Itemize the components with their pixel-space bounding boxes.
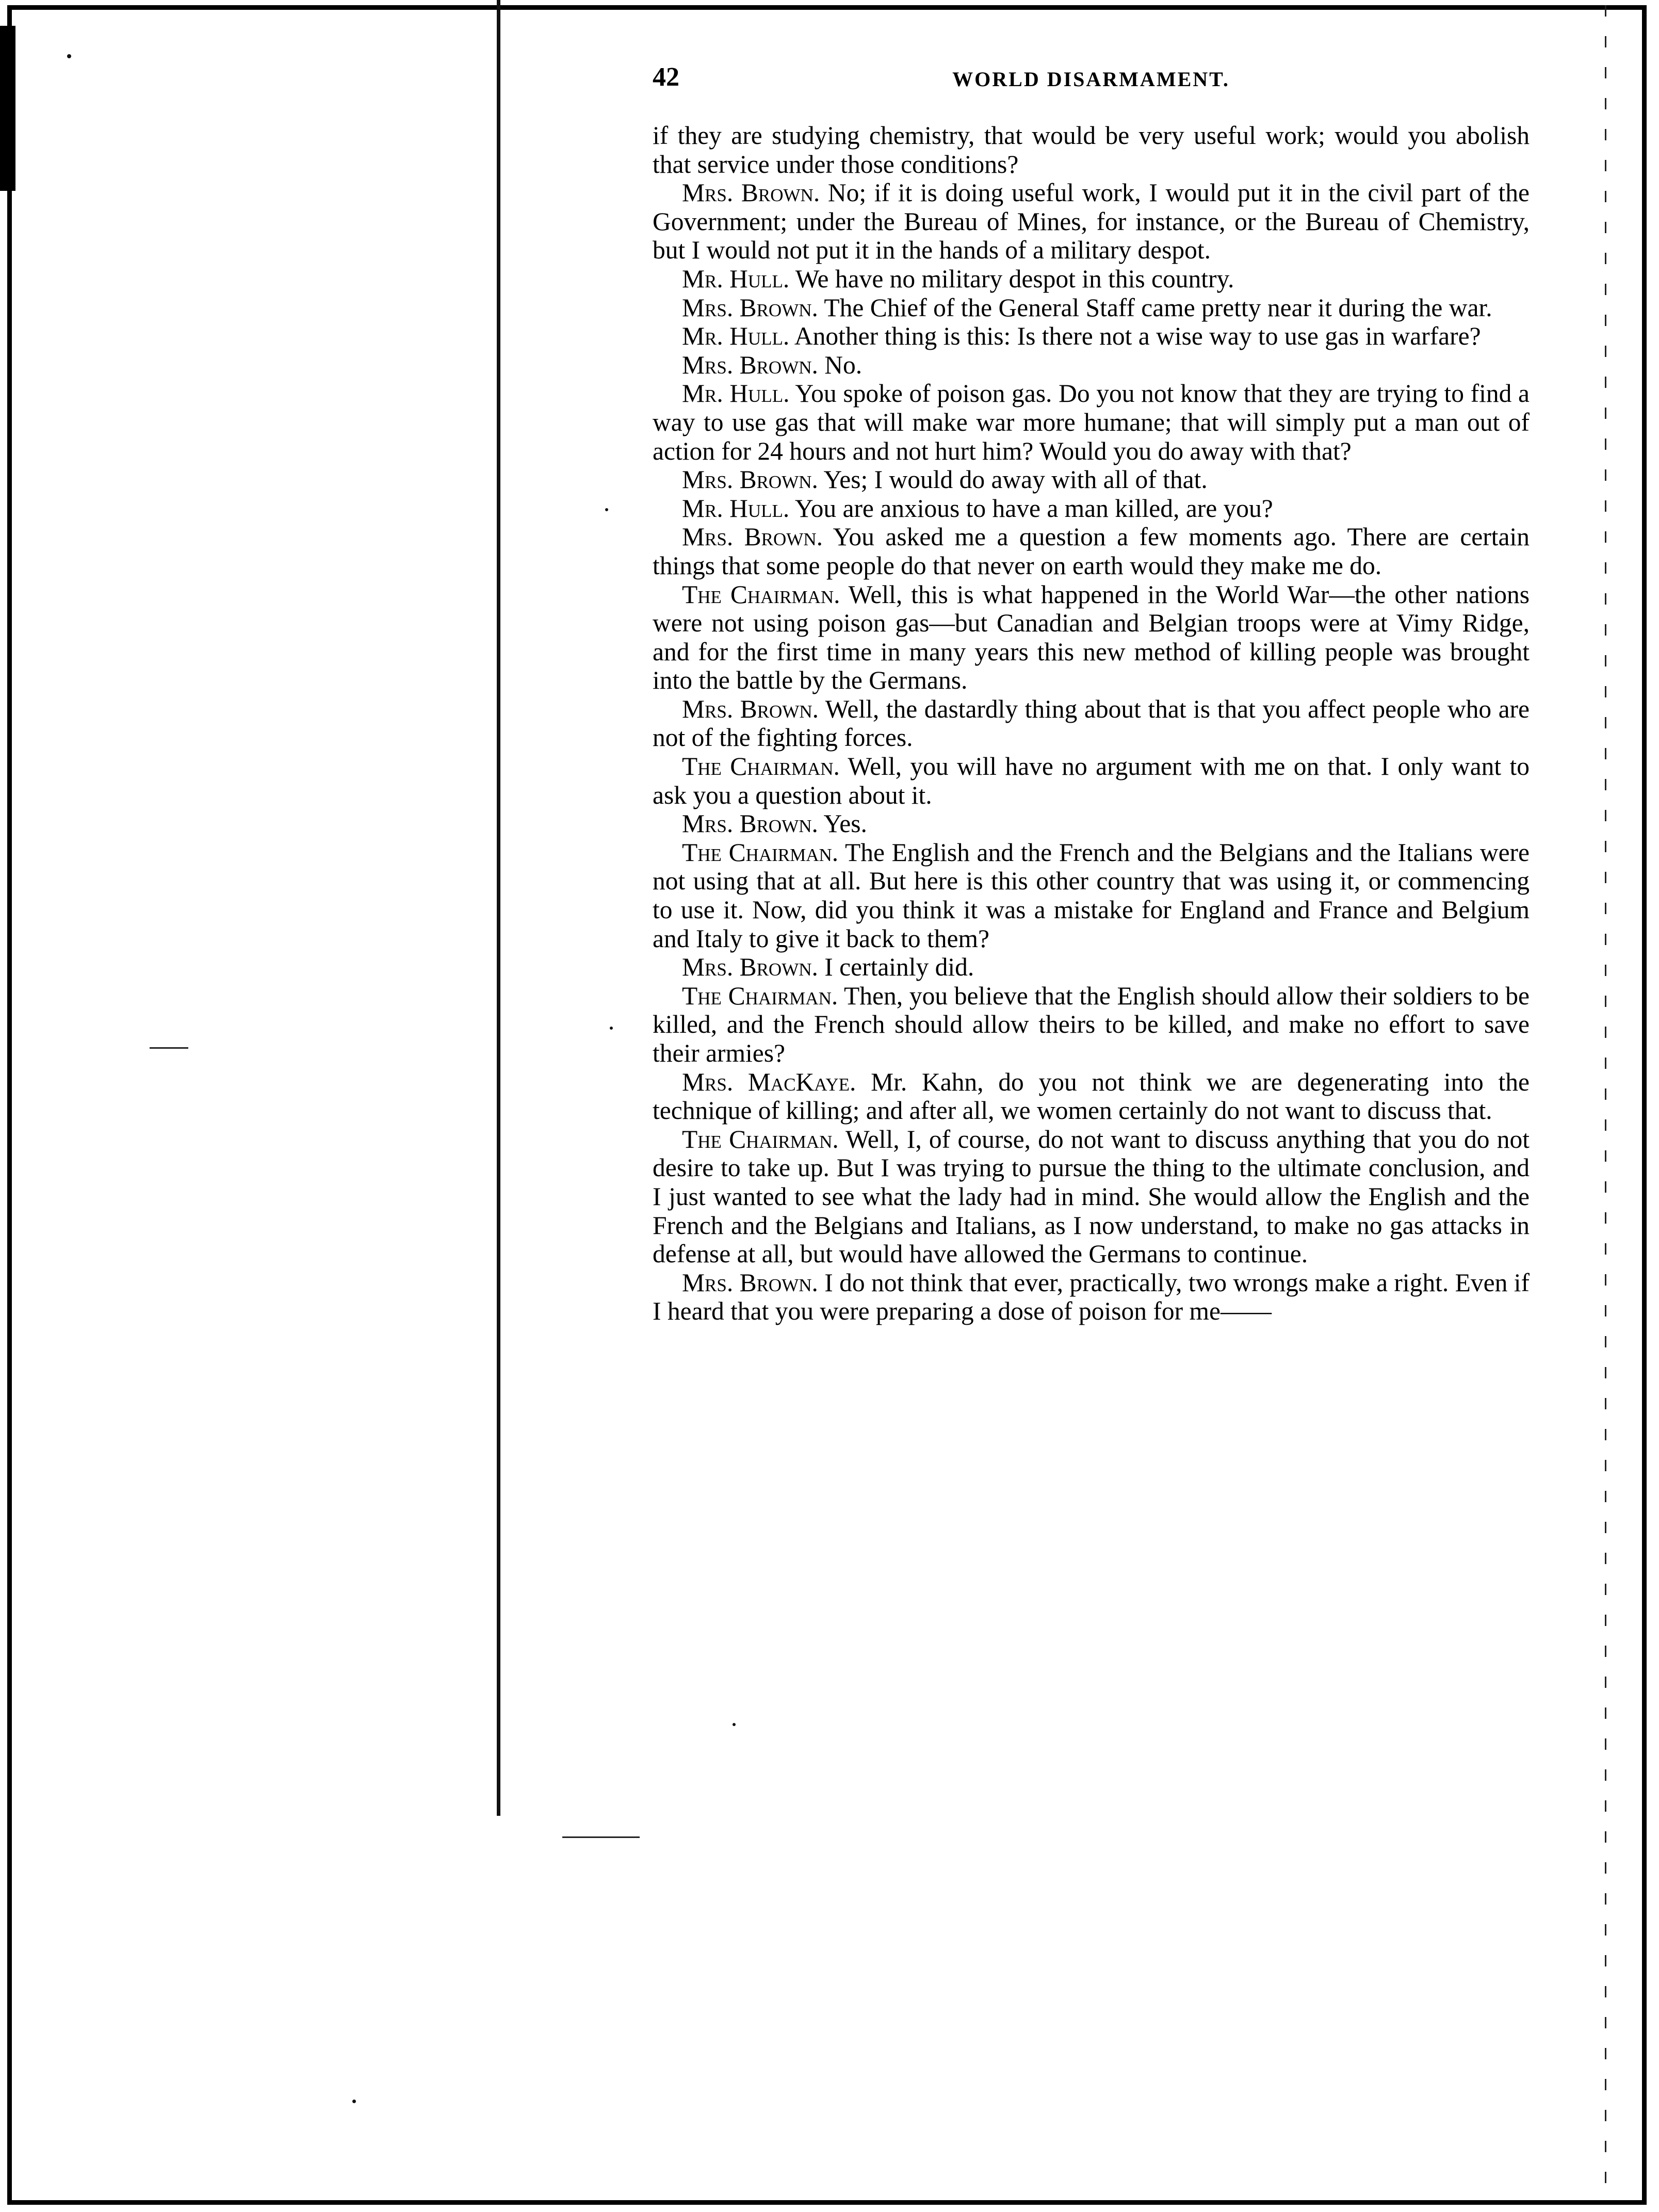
speaker-name: Mr. Hull.	[682, 322, 790, 351]
scan-edge-mark	[0, 26, 15, 191]
scan-speck	[610, 1027, 613, 1030]
paragraph-text: Another thing is this: Is there not a wise way to use gas in warfare?	[794, 322, 1481, 351]
paragraph	[653, 809, 1530, 838]
speaker-name: Mrs. Brown.	[682, 465, 818, 494]
paragraph	[653, 178, 1530, 265]
paragraph	[653, 580, 1530, 695]
paragraph-text: Yes.	[823, 809, 867, 838]
paragraph-text: I certainly did.	[824, 953, 974, 982]
speaker-name: Mrs. Brown.	[682, 523, 823, 551]
page-body	[653, 121, 1530, 1326]
speaker-name: Mrs. Brown.	[682, 694, 819, 723]
speaker-name: The Chairman.	[682, 838, 839, 867]
scan-speck	[605, 508, 608, 511]
paragraph	[653, 351, 1530, 380]
paragraph	[653, 379, 1530, 465]
speaker-name: The Chairman.	[682, 580, 840, 609]
paragraph	[653, 121, 1530, 178]
speaker-name: Mr. Hull.	[682, 379, 790, 408]
paragraph-text: Well, this is what happened in the World War—the other nations were not using poison gas—but Canadian and Belgian troops were at Vimy Ridge, and for the first time in many years this new method of killing people was brought into the battle by the Germans.	[653, 580, 1530, 695]
scan-speck	[352, 2100, 356, 2103]
scan-mark	[150, 1047, 188, 1049]
paragraph-text: Well, you will have no argument with me on that. I only want to ask you a question about it.	[653, 752, 1530, 809]
paragraph-text: We have no military despot in this country.	[795, 264, 1234, 293]
paragraph	[653, 1268, 1530, 1326]
paragraph	[653, 953, 1530, 982]
paragraph-text: Yes; I would do away with all of that.	[823, 465, 1208, 494]
paragraph	[653, 265, 1530, 294]
speaker-name: Mrs. Brown.	[682, 293, 818, 322]
speaker-name: The Chairman.	[682, 1125, 839, 1153]
paragraph-text: The Chief of the General Staff came pretty near it during the war.	[824, 293, 1492, 322]
paragraph-text: You spoke of poison gas. Do you not know that they are trying to find a way to use gas that will make war more humane; that will simply put a man out of action for 24 hours and not hurt him? Would you do away with that?	[653, 379, 1530, 465]
paragraph-text: No; if it is doing useful work, I would put it in the civil part of the Government; under the Bureau of Mines, for instance, or the Bureau of Chemistry, but I would not put it in the hands of a military despot.	[653, 178, 1530, 265]
paragraph	[653, 1068, 1530, 1125]
paragraph-text: Well, I, of course, do not want to discuss anything that you do not desire to take up. But I was trying to pursue the thing to the ultimate conclusion, and I just wanted to see what the lady had in mind. She would allow the English and the French and the Belgians and Italians, as I now understand, to make no gas attacks in defense at all, but would have allowed the Germans to continue.	[653, 1125, 1530, 1268]
paragraph-text: The English and the French and the Belgians and the Italians were not using that at all. But here is this other country that was using it, or commencing to use it. Now, did you think it was a mistake for England and France and Belgium and Italy to give it back to them?	[653, 838, 1530, 953]
speaker-name: Mr. Hull.	[682, 494, 790, 523]
speaker-name: Mrs. MacKaye.	[682, 1067, 856, 1096]
paragraph-text: I do not think that ever, practically, two wrongs make a right. Even if I heard that you were preparing a dose of poison for me——	[653, 1268, 1530, 1326]
paragraph	[653, 322, 1530, 351]
speaker-name: Mrs. Brown.	[682, 809, 818, 838]
page-number: 42	[653, 62, 679, 92]
paragraph	[653, 1125, 1530, 1268]
paragraph-text: You asked me a question a few moments ago. There are certain things that some people do that never on earth would they make me do.	[653, 523, 1530, 580]
paragraph-text: No.	[824, 350, 863, 379]
paragraph	[653, 982, 1530, 1068]
speaker-name: Mrs. Brown.	[682, 1268, 818, 1297]
paragraph	[653, 465, 1530, 494]
paragraph	[653, 838, 1530, 953]
running-title: WORLD DISARMAMENT.	[952, 68, 1230, 91]
page-fold-line	[497, 0, 500, 1816]
scan-mark	[562, 1836, 640, 1838]
speaker-name: Mrs. Brown.	[682, 350, 818, 379]
right-edge-line	[1605, 5, 1606, 2200]
paragraph	[653, 752, 1530, 809]
paragraph-text: Then, you believe that the English should allow their soldiers to be killed, and the French should allow theirs to be killed, and make no effort to save their armies?	[653, 981, 1530, 1067]
scan-speck	[733, 1723, 736, 1726]
scan-speck	[67, 54, 71, 58]
speaker-name: The Chairman.	[682, 752, 840, 781]
page-header	[653, 62, 1530, 103]
paragraph-text: Mr. Kahn, do you not think we are degenerating into the technique of killing; and after all, we women certainly do not want to discuss that.	[653, 1067, 1530, 1125]
paragraph-text: You are anxious to have a man killed, are you?	[794, 494, 1273, 523]
paragraph	[653, 494, 1530, 523]
speaker-name: Mr. Hull.	[682, 264, 790, 293]
paragraph-text: Well, the dastardly thing about that is that you affect people who are not of the fighting forces.	[653, 694, 1530, 752]
speaker-name: Mrs. Brown.	[682, 953, 818, 982]
paragraph	[653, 523, 1530, 580]
speaker-name: The Chairman.	[682, 981, 838, 1010]
speaker-name: Mrs. Brown.	[682, 178, 820, 207]
paragraph	[653, 695, 1530, 752]
paragraph	[653, 294, 1530, 322]
paragraph-text: if they are studying chemistry, that would be very useful work; would you abolish that service under those conditions?	[653, 121, 1530, 178]
